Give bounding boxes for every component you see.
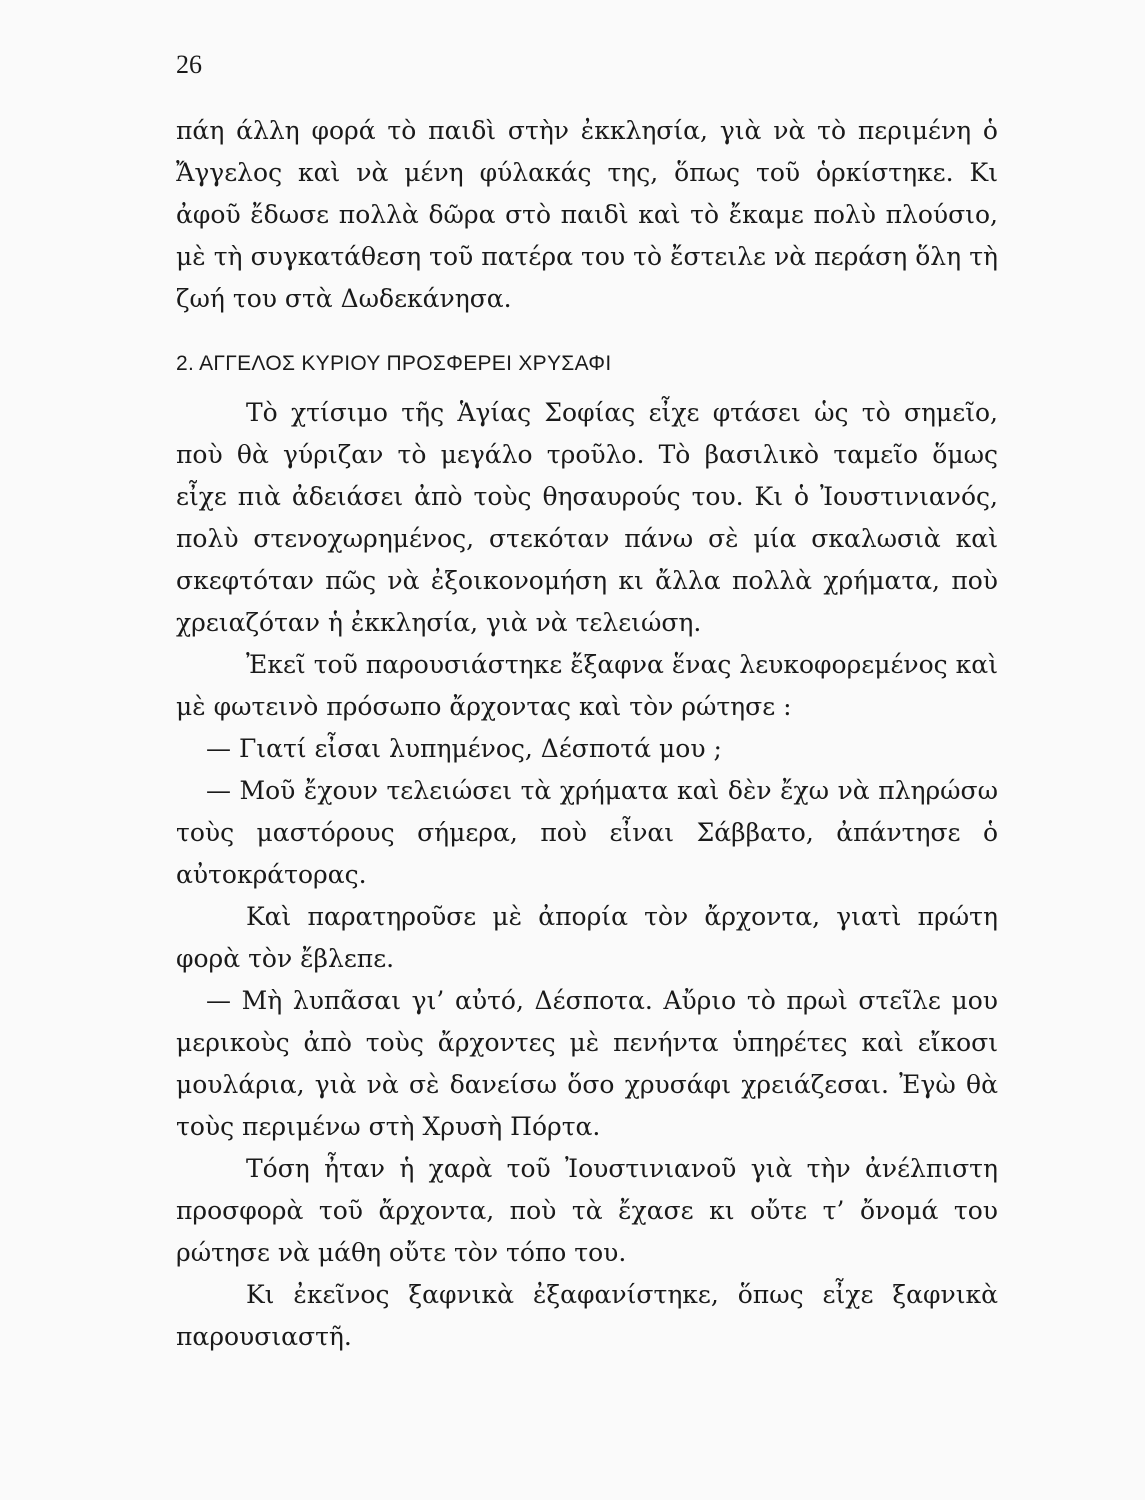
- paragraph-1: Τὸ χτίσιμο τῆς Ἁγίας Σοφίας εἶχε φτάσει ὡς τὸ σημεῖο, ποὺ θὰ γύριζαν τὸ μεγάλο τροῦλο. Τὸ βασιλικὸ ταμεῖο ὅμως εἶχε πιὰ ἀδειάσει ἀπὸ τοὺς θησαυρούς του. Κι ὁ Ἰουστινιανός, πολὺ στενοχωρημένος, στεκόταν πάνω σὲ μία σκαλωσιὰ καὶ σκεφτόταν πῶς νὰ ἐξοικονομήση κι ἄλλα πολλὰ χρήματα, ποὺ χρειαζόταν ἡ ἐκκλησία, γιὰ νὰ τελειώση.: [176, 398, 998, 637]
- dialogue-line-3: — Μὴ λυπᾶσαι γι’ αὐτό, Δέσποτα. Αὔριο τὸ πρωὶ στεῖλε μου μερικοὺς ἀπὸ τοὺς ἄρχοντες μὲ πενήντα ὑπηρέτες καὶ εἴκοσι μουλάρια, γιὰ νὰ σὲ δανείσω ὅσο χρυσάφι χρειάζεσαι. Ἐγὼ θὰ τοὺς περιμένω στὴ Χρυσὴ Πόρτα.: [176, 986, 998, 1141]
- paragraph-5: Κι ἐκεῖνος ξαφνικὰ ἐξαφανίστηκε, ὅπως εἶχε ξαφνικὰ παρουσιαστῆ.: [176, 1280, 998, 1351]
- opening-paragraph-block: [176, 110, 998, 320]
- dialogue-line-2: — Μοῦ ἔχουν τελειώσει τὰ χρήματα καὶ δὲν ἔχω νὰ πληρώσω τοὺς μαστόρους σήμερα, ποὺ εἶναι Σάββατο, ἀπάντησε ὁ αὐτοκράτορας.: [176, 776, 998, 889]
- section-heading: 2. ΑΓΓΕΛΟΣ ΚΥΡΙΟΥ ΠΡΟΣΦΕΡΕΙ ΧΡΥΣΑΦΙ: [176, 352, 612, 375]
- paragraph-4: Τόση ἦταν ἡ χαρὰ τοῦ Ἰουστινιανοῦ γιὰ τὴν ἀνέλπιστη προσφορὰ τοῦ ἄρχοντα, ποὺ τὰ ἔχασε κι οὔτε τ’ ὄνομά του ρώτησε νὰ μάθη οὔτε τὸν τόπο του.: [176, 1154, 998, 1267]
- opening-paragraph: πάη άλλη φορά τὸ παιδὶ στὴν ἐκκλησία, γιὰ νὰ τὸ περιμένη ὁ Ἄγγελος καὶ νὰ μένη φύλακάς της, ὅπως τοῦ ὁρκίστηκε. Κι ἀφοῦ ἔδωσε πολλὰ δῶρα στὸ παιδὶ καὶ τὸ ἔκαμε πολὺ πλούσιο, μὲ τὴ συγκατάθεση τοῦ πατέρα του τὸ ἔστειλε νὰ περάση ὅλη τὴ ζωή του στὰ Δωδεκάνησα.: [176, 116, 998, 313]
- dialogue-line-1: — Γιατί εἶσαι λυπημένος, Δέσποτά μου ;: [206, 734, 722, 763]
- section-heading-block: [176, 352, 998, 376]
- page-number: 26: [176, 50, 202, 79]
- paragraph-3: Καὶ παρατηροῦσε μὲ ἀπορία τὸν ἄρχοντα, γιατὶ πρώτη φορὰ τὸν ἔβλεπε.: [176, 902, 998, 973]
- section-body: [176, 392, 998, 1358]
- paragraph-2: Ἐκεῖ τοῦ παρουσιάστηκε ἔξαφνα ἕνας λευκοφορεμένος καὶ μὲ φωτεινὸ πρόσωπο ἄρχοντας καὶ τὸν ρώτησε :: [176, 650, 998, 721]
